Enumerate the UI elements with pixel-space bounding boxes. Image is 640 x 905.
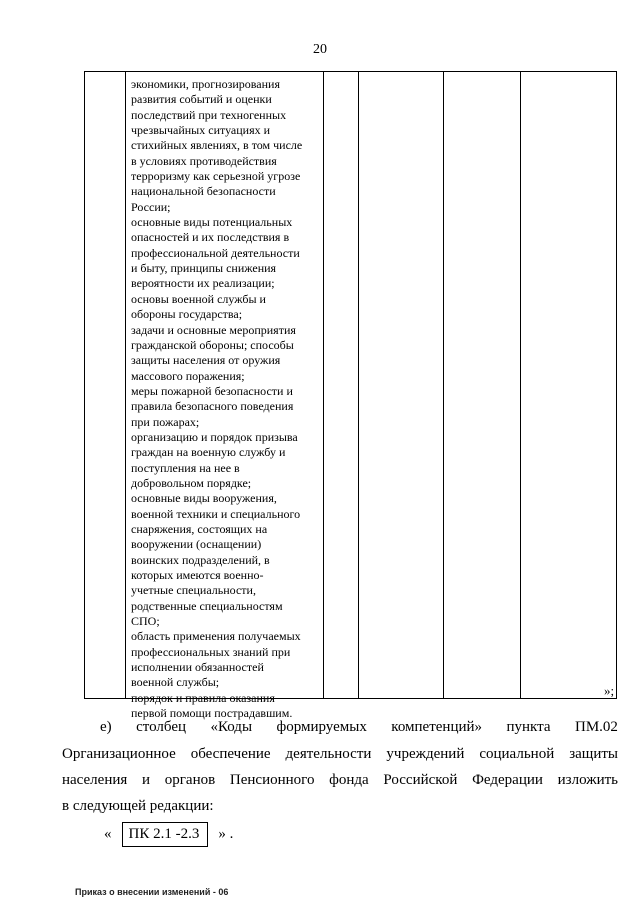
paragraph-word: пункта (506, 719, 551, 735)
paragraph-word: формируемых (276, 719, 367, 735)
paragraph-word: ПМ.02 (575, 719, 618, 735)
competency-table (84, 71, 617, 721)
paragraph-word: е) (100, 719, 112, 735)
paragraph-line-4: в следующей редакции: (62, 798, 214, 814)
table-close-quote: »; (604, 683, 615, 698)
paragraph-line-2: Организационное обеспечение деятельности учреждений социальной защиты (62, 746, 618, 762)
table-column-divider (520, 72, 521, 699)
paragraph-word: столбец (136, 719, 187, 735)
codes-value-box: ПК 2.1 -2.3 (122, 822, 209, 847)
table-column-divider (443, 72, 444, 699)
paragraph-line-3: населения и органов Пенсионного фонда Российской Федерации изложить (62, 772, 618, 788)
page-number: 20 (313, 42, 327, 57)
table-column-divider (358, 72, 359, 699)
paragraph-word: «Коды (210, 719, 253, 735)
paragraph-word: компетенций» (391, 719, 483, 735)
codes-open-quote: « (104, 826, 112, 842)
footer-note: Приказ о внесении изменений - 06 (75, 887, 229, 897)
paragraph-line-1 (62, 719, 618, 736)
table-column-divider (125, 72, 126, 699)
competency-codes (104, 822, 233, 847)
codes-close-quote: » . (218, 826, 234, 842)
table-cell-knowledge: экономики, прогнозирования развития событий и оценки последствий при техногенных чрезвычайных ситуациях и стихийных явлениях, в том числе в условиях противодействия терроризму как серьезной угрозе национальной безопасности России; основные виды потенциальных опасностей и их последствия в профессиональной деятельности и быту, принципы снижения вероятности их реализации; основы военной службы и обороны государства; задачи и основные мероприятия гражданской обороны; способы защиты населения от оружия массового поражения; меры пожарной безопасности и правила безопасного поведения при пожарах; организацию и порядок призыва граждан на военную службу и поступления на нее в добровольном порядке; основные виды вооружения, военной техники и специального снаряжения, состоящих на вооружении (оснащении) воинских подразделений, в которых имеются военно- учетные специальности, родственные специальностям СПО; область применения получаемых профессиональных знаний при исполнении обязанностей военной службы; порядок и правила оказания первой помощи пострадавшим. (131, 77, 303, 721)
table-column-divider (323, 72, 324, 699)
